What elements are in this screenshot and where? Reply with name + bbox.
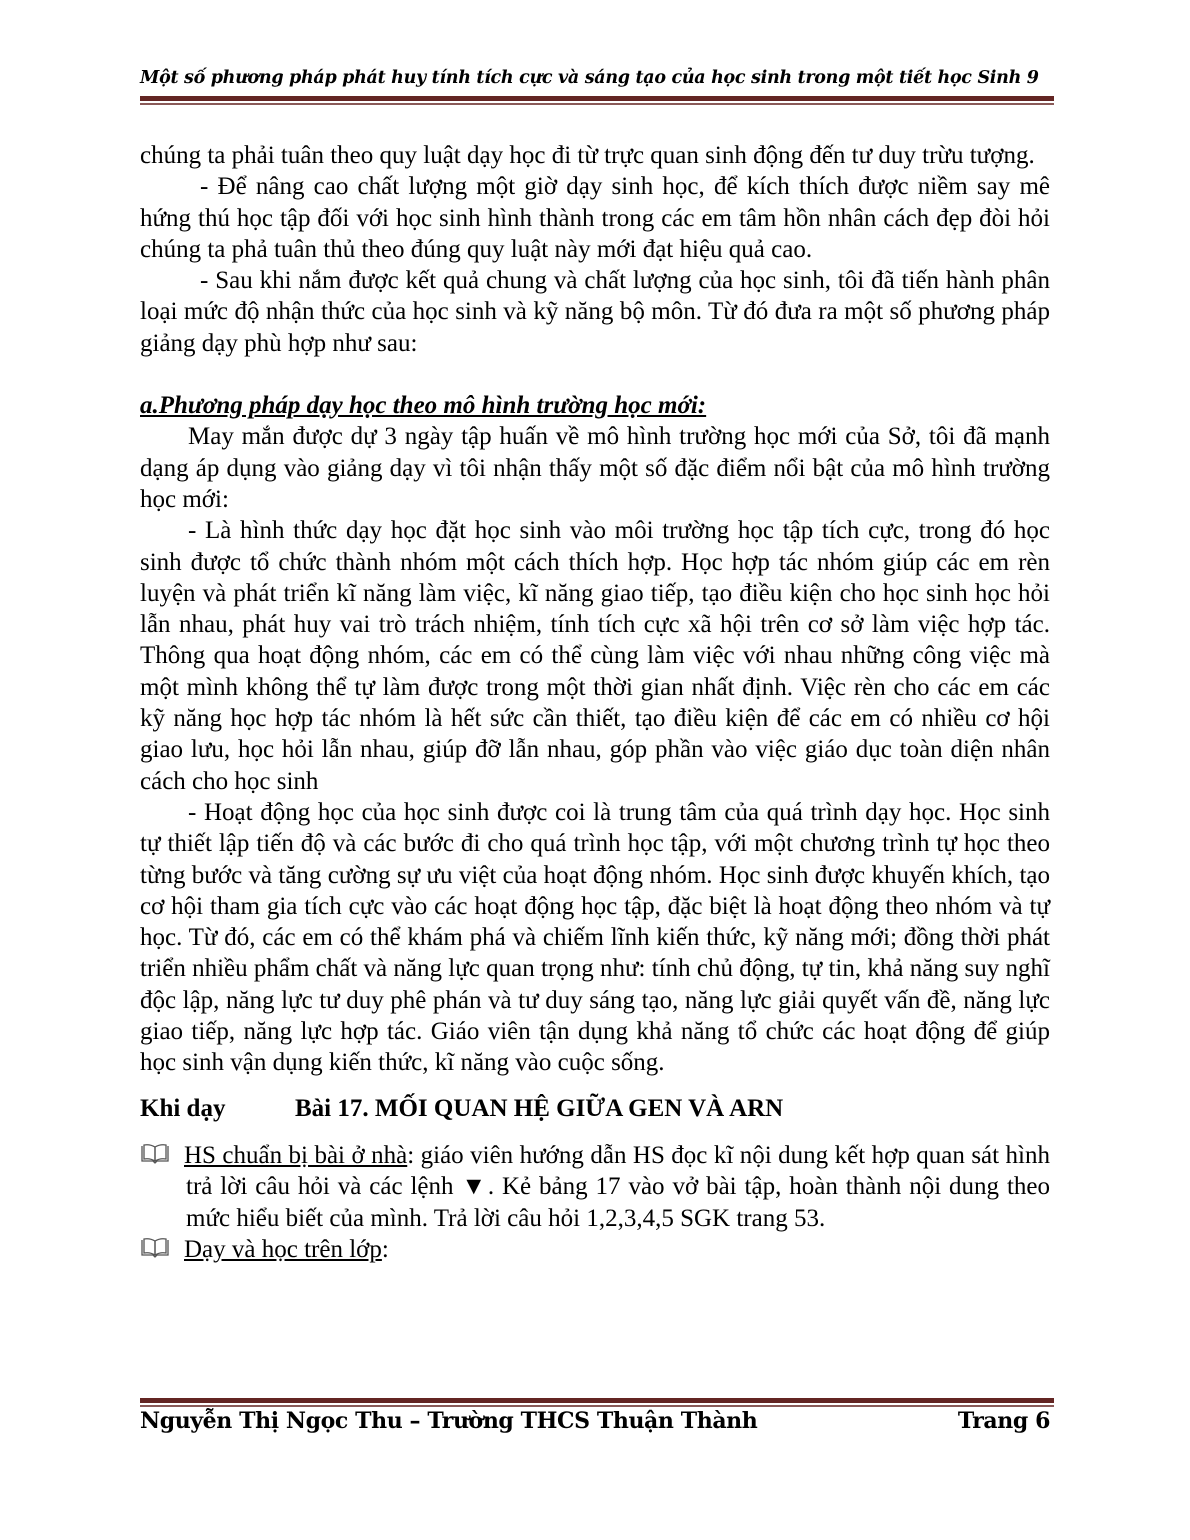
item-label: Dạy và học trên lớp	[184, 1235, 382, 1263]
list-item	[140, 1140, 1050, 1234]
page-number: Trang 6	[957, 1408, 1050, 1434]
lesson-label: Khi dạy	[140, 1094, 226, 1122]
paragraph: - Hoạt động học của học sinh được coi là trung tâm của quá trình dạy học. Học sinh tự thiết lập tiến độ và các bước đi cho quá trình học tập, với một chương trình tự học theo từng bước và tăng cường sự ưu việt của hoạt động nhóm. Học sinh được khuyến khích, tạo cơ hội tham gia tích cực vào các hoạt động học tập, đặc biệt là hoạt động theo nhóm và tự học. Từ đó, các em có thể khám phá và chiếm lĩnh kiến thức, kỹ năng mới; đồng thời phát triển nhiều phẩm chất và năng lực quan trọng như: tính chủ động, tự tin, khả năng suy nghĩ độc lập, năng lực tư duy phê phán và tư duy sáng tạo, năng lực giải quyết vấn đề, năng lực giao tiếp, năng lực hợp tác. Giáo viên tận dụng khả năng tổ chức các hoạt động để giúp học sinh vận dụng kiến thức, kĩ năng vào cuộc sống.	[140, 798, 1050, 1077]
section-heading: a.Phương pháp dạy học theo mô hình trường học mới:	[140, 392, 707, 420]
item-label: HS chuẩn bị bài ở nhà	[184, 1141, 408, 1169]
footer-rule	[140, 1398, 1054, 1407]
paragraph: - Là hình thức dạy học đặt học sinh vào môi trường học tập tích cực, trong đó học sinh được tổ chức thành nhóm một cách thích hợp. Học hợp tác nhóm giúp các em rèn luyện và phát triển kĩ năng làm việc, kĩ năng giao tiếp, tạo điều kiện cho học sinh học hỏi lẫn nhau, phát huy vai trò trách nhiệm, tính tích cực xã hội trên cơ sở làm việc hợp tác. Thông qua hoạt động nhóm, các em có thể cùng làm việc với nhau những công việc mà một mình không thể tự làm được trong một thời gian nhất định. Việc rèn cho các em các kỹ năng học hợp tác nhóm là hết sức cần thiết, tạo điều kiện để các em có nhiều cơ hội giao lưu, học hỏi lẫn nhau, giúp đỡ lẫn nhau, góp phần vào việc giáo dục toàn diện nhân cách cho học sinh	[140, 517, 1050, 795]
open-book-icon	[140, 1237, 170, 1259]
header-title: Một số phương pháp phát huy tính tích cực và sáng tạo của học sinh trong một tiết học Sinh 9	[140, 68, 1039, 88]
paragraph: - Để nâng cao chất lượng một giờ dạy sinh học, để kích thích được niềm say mê hứng thú học tập đối với học sinh hình thành trong các em tâm hồn nhân cách đẹp đòi hỏi chúng ta phả tuân thủ theo đúng quy luật này mới đạt hiệu quả cao.	[140, 173, 1050, 263]
header-rule-thin	[140, 103, 1054, 105]
paragraph: May mắn được dự 3 ngày tập huấn về mô hình trường học mới của Sở, tôi đã mạnh dạng áp dụng vào giảng dạy vì tôi nhận thấy một số đặc điểm nổi bật của mô hình trường học mới:	[140, 423, 1050, 513]
body-text	[140, 140, 1050, 1265]
item-text: :	[381, 1235, 389, 1263]
lesson-title: Bài 17. MỐI QUAN HỆ GIỮA GEN VÀ ARN	[295, 1094, 784, 1122]
open-book-icon	[140, 1143, 170, 1165]
footer-author: Nguyễn Thị Ngọc Thu – Trường THCS Thuận Thành	[140, 1408, 758, 1434]
header-rule	[140, 96, 1054, 105]
footer-rule-thin	[140, 1405, 1054, 1407]
paragraph: chúng ta phải tuân theo quy luật dạy học đi từ trực quan sinh động đến tư duy trừu tượng.	[140, 142, 1035, 169]
item-text: : giáo viên hướng dẫn HS đọc kĩ nội dung kết hợp quan sát hình trả lời câu hỏi và các lệnh ▼. Kẻ bảng 17 vào vở bài tập, hoàn thành nội dung theo mức hiểu biết của mình. Trả lời câu hỏi 1,2,3,4,5 SGK trang 53.	[186, 1141, 1050, 1232]
list-item	[140, 1234, 1050, 1265]
lesson-line	[140, 1093, 1050, 1124]
paragraph: - Sau khi nắm được kết quả chung và chất lượng của học sinh, tôi đã tiến hành phân loại mức độ nhận thức của học sinh và kỹ năng bộ môn. Từ đó đưa ra một số phương pháp giảng dạy phù hợp như sau:	[140, 267, 1050, 357]
footer	[140, 1408, 1050, 1434]
